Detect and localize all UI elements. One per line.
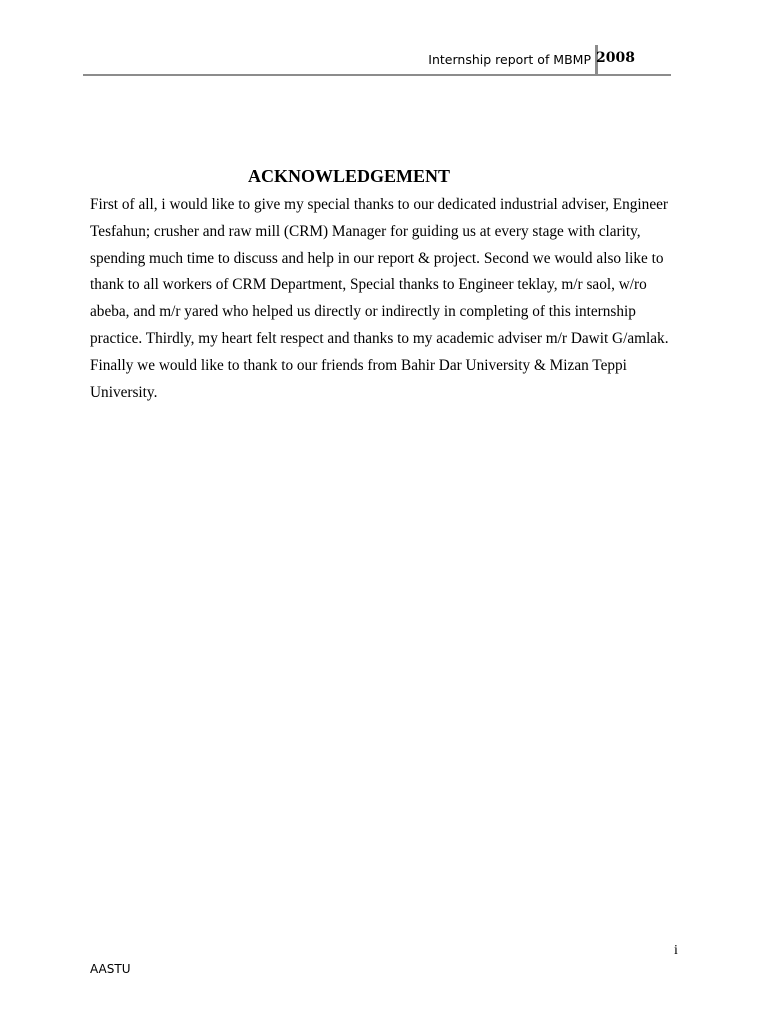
page-header — [83, 44, 671, 76]
header-year: 2008 — [596, 50, 635, 66]
acknowledgement-paragraph: First of all, i would like to give my special thanks to our dedicated industrial adviser, Engineer Tesfahun; crusher and raw mill (CRM) Manager for guiding us at every stage with clarity, spending much time to discuss and help in our report & project. Second we would also like to thank to all workers of CRM Department, Special thanks to Engineer teklay, m/r saol, w/ro abeba, and m/r yared who helped us directly or indirectly in completing of this internship practice. Thirdly, my heart felt respect and thanks to my academic adviser m/r Dawit G/amlak. Finally we would like to thank to our friends from Bahir Dar University & Mizan Teppi University. — [90, 196, 669, 401]
page-footer: AASTU — [90, 962, 131, 976]
header-title: Internship report of MBMP — [428, 52, 591, 67]
section-heading: ACKNOWLEDGEMENT — [248, 166, 451, 186]
page-number: i — [674, 943, 678, 958]
